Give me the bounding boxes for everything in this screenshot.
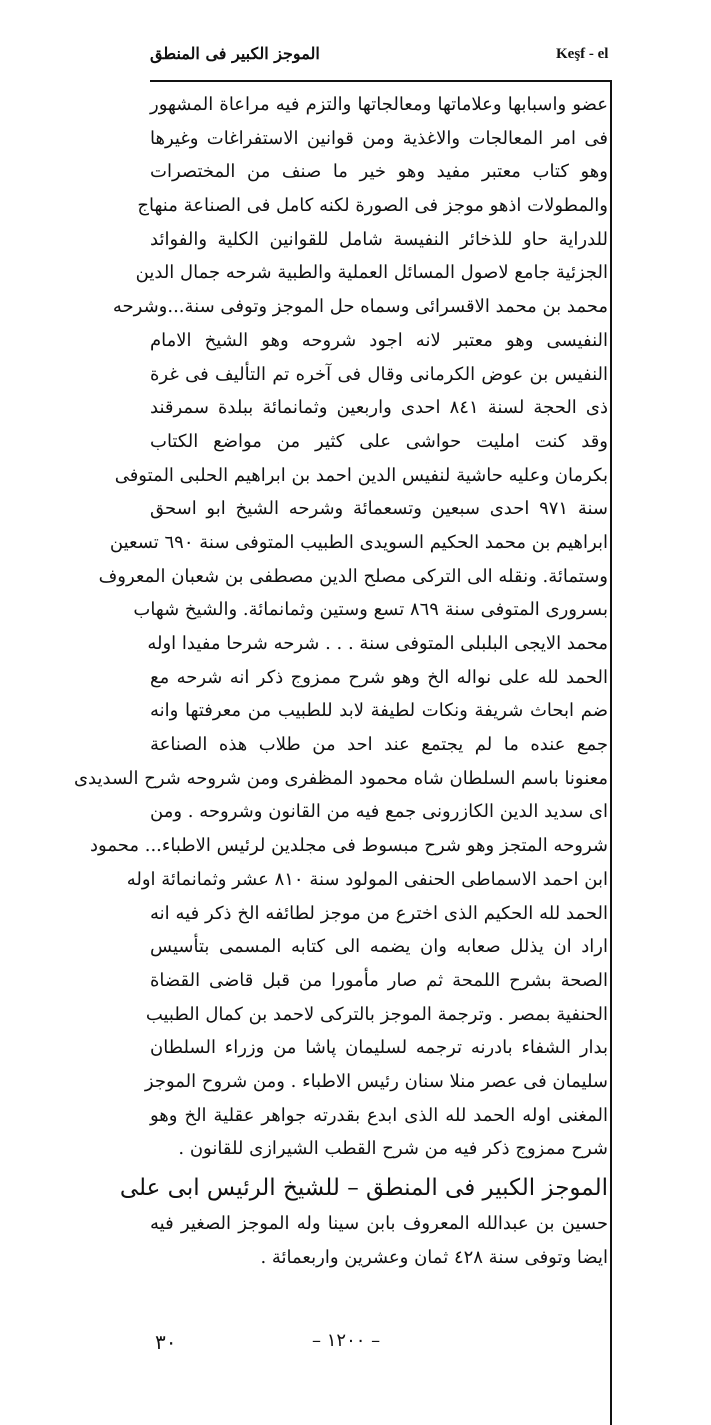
text-line: سليمان فى عصر منلا سنان رئيس الاطباء . ومن شروح الموجز xyxy=(144,1070,608,1092)
header-left-text: Keşf - el xyxy=(556,46,609,62)
text-line: عضو واسبابها وعلاماتها ومعالجاتها والتزم فيه مراعاة المشهور xyxy=(150,94,608,115)
column-number: – ١٢٠٠ – xyxy=(312,1330,381,1351)
text-line: اى سديد الدين الكازرونى جمع فيه من القانون وشروحه . ومن xyxy=(150,801,608,823)
column-rule xyxy=(610,80,612,1425)
text-line: وهو كتاب معتبر مفيد وهو خير ما صنف من المختصرات xyxy=(150,161,608,183)
text-line: الحمد لله على نواله الخ وهو شرح ممزوج ذكر انه شرحه مع xyxy=(150,666,608,688)
text-line: بكرمان وعليه حاشية لنفيس الدين احمد بن ابراهيم الحلبى المتوفى xyxy=(114,464,608,486)
text-line: جمع عنده ما لم يجتمع عند احد من طلاب هذه الصناعة xyxy=(150,734,608,756)
text-line: والمطولات اذهو موجز فى الصورة لكنه كامل فى الصناعة منهاج xyxy=(137,195,608,217)
page-number: ٣٠ xyxy=(155,1330,177,1354)
header-rule xyxy=(150,80,610,82)
running-title: الموجز الكبير فى المنطق xyxy=(150,44,320,63)
text-line: النفيس بن عوض الكرمانى وقال فى آخره تم التأليف فى غرة xyxy=(150,363,608,385)
entry-text-line: ايضا وتوفى سنة ٤٢٨ ثمان وعشرين واربعمائة . xyxy=(260,1246,608,1268)
text-line: ذى الحجة لسنة ٨٤١ احدى واربعين وثمانمائة ببلدة سمرقند xyxy=(150,397,608,419)
text-line: سنة ٩٧١ احدى سبعين وتسعمائة وشرحه الشيخ ابو اسحق xyxy=(150,498,608,520)
entry-text-line: حسين بن عبدالله المعروف بابن سينا وله الموجز الصغير فيه xyxy=(150,1213,608,1234)
text-line: شروحه المتجز وهو شرح مبسوط فى مجلدين لرئيس الاطباء... محمود xyxy=(90,835,608,857)
text-line: الحمد لله الحكيم الذى اخترع من موجز لطائفه الخ ذكر فيه انه xyxy=(150,902,608,924)
text-line: الصحة بشرح اللمحة ثم صار مأمورا من قبل قاضى القضاة xyxy=(150,969,608,991)
text-line: وقد كنت امليت حواشى على كثير من مواضع الكتاب xyxy=(150,430,608,452)
text-line: ابراهيم بن محمد الحكيم السويدى الطبيب المتوفى سنة ٦٩٠ تسعين xyxy=(109,531,608,553)
text-line: بسرورى المتوفى سنة ٨٦٩ تسع وستين وثمانمائة. والشيخ شهاب xyxy=(133,599,608,621)
text-line: معنونا باسم السلطان شاه محمود المظفرى ومن شروحه شرح السديدى xyxy=(73,767,608,789)
text-line: المغنى اوله الحمد لله الذى ابدع بقدرته جواهر عقلية الخ وهو xyxy=(150,1104,608,1126)
text-line: محمد بن محمد الاقسرائى وسماه حل الموجز وتوفى سنة...وشرحه xyxy=(112,296,608,318)
entry-heading: الموجز الكبير فى المنطق – للشيخ الرئيس ابى على xyxy=(119,1175,608,1201)
text-line: اراد ان يذلل صعابه وان يضمه الى كتابه المسمى بتأسيس xyxy=(150,936,608,958)
text-line: للدراية حاو للذخائر النفيسة شامل للقوانين الكلية والفوائد xyxy=(150,228,608,250)
text-line: وستمائة. ونقله الى التركى مصلح الدين مصطفى بن شعبان المعروف xyxy=(98,565,608,587)
body-column xyxy=(73,88,608,1274)
text-line: ابن احمد الاسماطى الحنفى المولود سنة ٨١٠ عشر وثمانمائة اوله xyxy=(126,868,608,890)
text-line: بدار الشفاء بادرنه ترجمه لسليمان پاشا من وزراء السلطان xyxy=(150,1037,608,1059)
text-line: النفيسى وهو معتبر لانه اجود شروحه وهو الشيخ الامام xyxy=(150,329,608,351)
text-line: شرح ممزوج ذكر فيه من شرح القطب الشيرازى للقانون . xyxy=(178,1138,608,1160)
text-line: فى امر المعالجات والاغذية ومن قوانين الاستفراغات وغيرها xyxy=(150,127,608,149)
text-line: الحنفية بمصر . وترجمة الموجز بالتركى لاحمد بن كمال الطبيب xyxy=(145,1003,608,1025)
text-line: محمد الايجى البلبلى المتوفى سنة . . . شرحه شرحا مفيدا اوله xyxy=(147,633,608,654)
text-line: الجزئية جامع لاصول المسائل العملية والطبية شرحه جمال الدين xyxy=(135,262,608,284)
text-line: ضم ابحاث شريفة ونكات لطيفة لابد للطبيب من معرفتها وانه xyxy=(150,700,608,722)
